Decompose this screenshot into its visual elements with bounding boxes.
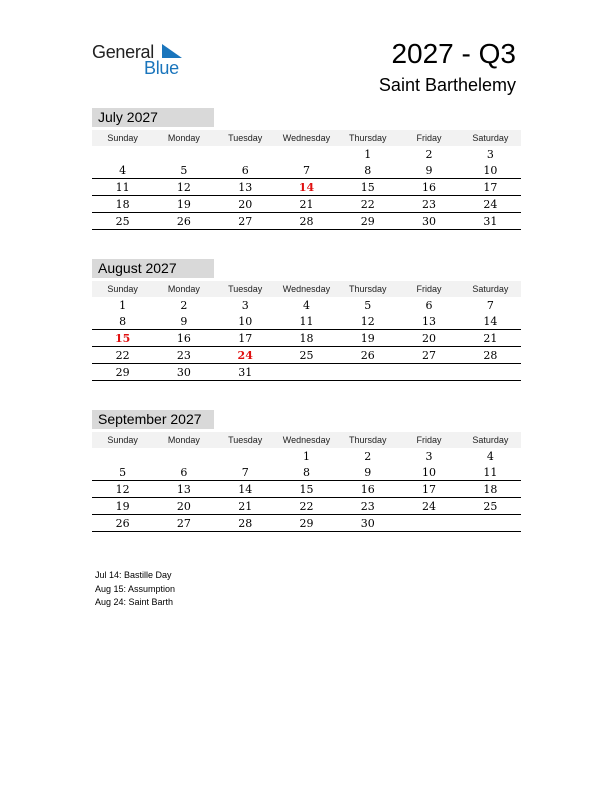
- day-cell: 3: [486, 148, 494, 161]
- week-row: [92, 481, 521, 498]
- week-row: [92, 330, 521, 347]
- day-cell: 21: [299, 198, 314, 211]
- day-cell: 29: [115, 366, 130, 379]
- day-cell: 10: [238, 315, 253, 328]
- day-cell: 18: [115, 198, 130, 211]
- week-row: [92, 313, 521, 330]
- week-row: [92, 364, 521, 381]
- holiday-day-cell: 15: [114, 332, 131, 345]
- day-cell: 27: [422, 349, 437, 362]
- day-cell: 14: [483, 315, 498, 328]
- day-cell: 1: [302, 450, 310, 463]
- day-cell: 10: [483, 164, 498, 177]
- day-cell: 8: [364, 164, 372, 177]
- day-cell: 30: [360, 517, 375, 530]
- day-cell: 4: [302, 299, 310, 312]
- day-cell: [337, 364, 398, 380]
- day-cell: [215, 146, 276, 162]
- weekday-label: Saturday: [472, 133, 509, 143]
- day-cell: 28: [238, 517, 253, 530]
- weekday-label: Friday: [416, 133, 442, 143]
- day-cell: 21: [483, 332, 498, 345]
- day-cell: 18: [299, 332, 314, 345]
- day-cell: 22: [115, 349, 130, 362]
- day-cell: 17: [422, 483, 437, 496]
- day-cell: 16: [422, 181, 437, 194]
- day-cell: 2: [425, 148, 433, 161]
- day-cell: 25: [483, 500, 498, 513]
- calendar-grid: [92, 130, 521, 230]
- day-cell: 25: [115, 215, 130, 228]
- week-row: [92, 464, 521, 481]
- day-cell: 1: [364, 148, 372, 161]
- day-cell: 5: [180, 164, 188, 177]
- holiday-note: Jul 14: Bastille Day: [95, 570, 172, 580]
- day-cell: [460, 364, 521, 380]
- day-cell: 7: [486, 299, 494, 312]
- weekday-label: Tuesday: [228, 435, 263, 445]
- page-subtitle: Saint Barthelemy: [378, 75, 516, 95]
- weekday-header-row: [92, 130, 521, 146]
- weekday-label: Monday: [167, 133, 200, 143]
- week-row: [92, 179, 521, 196]
- week-row: [92, 498, 521, 515]
- day-cell: [153, 146, 214, 162]
- day-cell: 4: [486, 450, 494, 463]
- month-august: [92, 259, 521, 381]
- day-cell: 30: [176, 366, 191, 379]
- month-september: [92, 410, 521, 532]
- day-cell: 31: [238, 366, 253, 379]
- day-cell: 22: [360, 198, 375, 211]
- day-cell: 20: [176, 500, 191, 513]
- day-cell: 7: [241, 466, 249, 479]
- day-cell: 28: [483, 349, 498, 362]
- day-cell: 19: [176, 198, 191, 211]
- weekday-label: Tuesday: [228, 284, 263, 294]
- day-cell: 25: [299, 349, 314, 362]
- day-cell: 4: [119, 164, 127, 177]
- month-july: [92, 108, 521, 230]
- day-cell: 19: [360, 332, 375, 345]
- day-cell: 13: [422, 315, 437, 328]
- day-cell: 24: [483, 198, 498, 211]
- day-cell: 13: [238, 181, 253, 194]
- day-cell: 19: [115, 500, 130, 513]
- day-cell: 28: [299, 215, 314, 228]
- day-cell: 3: [425, 450, 433, 463]
- day-cell: 6: [241, 164, 249, 177]
- day-cell: 29: [360, 215, 375, 228]
- day-cell: 23: [176, 349, 191, 362]
- weekday-header-row: [92, 281, 521, 297]
- day-cell: 27: [238, 215, 253, 228]
- day-cell: 9: [364, 466, 372, 479]
- weekday-label: Thursday: [349, 133, 387, 143]
- logo-text-blue: Blue: [144, 58, 179, 78]
- day-cell: [153, 448, 214, 464]
- day-cell: [398, 364, 459, 380]
- weekday-label: Monday: [167, 435, 200, 445]
- weekday-label: Friday: [416, 284, 442, 294]
- holiday-note: Aug 15: Assumption: [95, 583, 176, 594]
- holiday-note: Aug 24: Saint Barth: [95, 597, 174, 607]
- month-title: August 2027: [92, 259, 214, 278]
- week-row: [92, 448, 521, 464]
- holiday-day-cell: 14: [298, 181, 315, 194]
- weekday-label: Sunday: [107, 133, 138, 143]
- weekday-label: Wednesday: [282, 435, 331, 445]
- calendar-grid: [92, 281, 521, 381]
- day-cell: 14: [238, 483, 253, 496]
- day-cell: [92, 146, 153, 162]
- day-cell: 17: [238, 332, 253, 345]
- weekday-label: Friday: [416, 435, 442, 445]
- day-cell: 3: [241, 299, 249, 312]
- day-cell: 6: [180, 466, 188, 479]
- day-cell: 17: [483, 181, 498, 194]
- weekday-header-row: [92, 432, 521, 448]
- day-cell: 11: [299, 315, 314, 328]
- month-title: July 2027: [92, 108, 214, 127]
- day-cell: 23: [422, 198, 437, 211]
- day-cell: 6: [425, 299, 433, 312]
- day-cell: 2: [364, 450, 372, 463]
- day-cell: 20: [422, 332, 437, 345]
- week-row: [92, 162, 521, 179]
- week-row: [92, 297, 521, 313]
- day-cell: 26: [115, 517, 130, 530]
- day-cell: 10: [422, 466, 437, 479]
- day-cell: 16: [360, 483, 375, 496]
- day-cell: 1: [119, 299, 127, 312]
- weekday-label: Wednesday: [282, 284, 331, 294]
- day-cell: 22: [299, 500, 314, 513]
- day-cell: 23: [360, 500, 375, 513]
- generalblue-logo: [92, 40, 192, 80]
- day-cell: 9: [180, 315, 188, 328]
- day-cell: [460, 515, 521, 531]
- day-cell: 9: [425, 164, 433, 177]
- weekday-label: Sunday: [107, 284, 138, 294]
- logo-text-general: General: [92, 42, 154, 62]
- day-cell: [398, 515, 459, 531]
- day-cell: 2: [180, 299, 188, 312]
- weekday-label: Saturday: [472, 284, 509, 294]
- day-cell: 5: [364, 299, 372, 312]
- weekday-label: Saturday: [472, 435, 509, 445]
- day-cell: 12: [115, 483, 130, 496]
- day-cell: [276, 364, 337, 380]
- day-cell: 8: [302, 466, 310, 479]
- weekday-label: Thursday: [349, 435, 387, 445]
- week-row: [92, 213, 521, 230]
- day-cell: 21: [238, 500, 253, 513]
- day-cell: [215, 448, 276, 464]
- day-cell: 24: [422, 500, 437, 513]
- day-cell: 26: [176, 215, 191, 228]
- calendar-grid: [92, 432, 521, 532]
- day-cell: 15: [360, 181, 375, 194]
- day-cell: 16: [176, 332, 191, 345]
- week-row: [92, 515, 521, 532]
- day-cell: 13: [176, 483, 191, 496]
- day-cell: 27: [176, 517, 191, 530]
- day-cell: 5: [119, 466, 127, 479]
- month-title: September 2027: [92, 410, 214, 429]
- holiday-day-cell: 24: [237, 349, 253, 362]
- day-cell: 20: [238, 198, 253, 211]
- weekday-label: Thursday: [349, 284, 387, 294]
- day-cell: 12: [360, 315, 375, 328]
- weekday-label: Monday: [167, 284, 200, 294]
- holiday-notes: [95, 569, 175, 610]
- day-cell: [92, 448, 153, 464]
- day-cell: 31: [483, 215, 498, 228]
- day-cell: 12: [176, 181, 191, 194]
- week-row: [92, 146, 521, 162]
- day-cell: 30: [422, 215, 437, 228]
- day-cell: 8: [119, 315, 127, 328]
- week-row: [92, 347, 521, 364]
- day-cell: 11: [115, 181, 130, 194]
- day-cell: 29: [299, 517, 314, 530]
- day-cell: 7: [302, 164, 310, 177]
- page-title: 2027 - Q3: [391, 38, 516, 69]
- weekday-label: Sunday: [107, 435, 138, 445]
- week-row: [92, 196, 521, 213]
- weekday-label: Tuesday: [228, 133, 263, 143]
- day-cell: 11: [483, 466, 498, 479]
- day-cell: 18: [483, 483, 498, 496]
- day-cell: [276, 146, 337, 162]
- weekday-label: Wednesday: [282, 133, 331, 143]
- day-cell: 15: [299, 483, 314, 496]
- day-cell: 26: [360, 349, 375, 362]
- logo-triangle-icon: [162, 44, 182, 60]
